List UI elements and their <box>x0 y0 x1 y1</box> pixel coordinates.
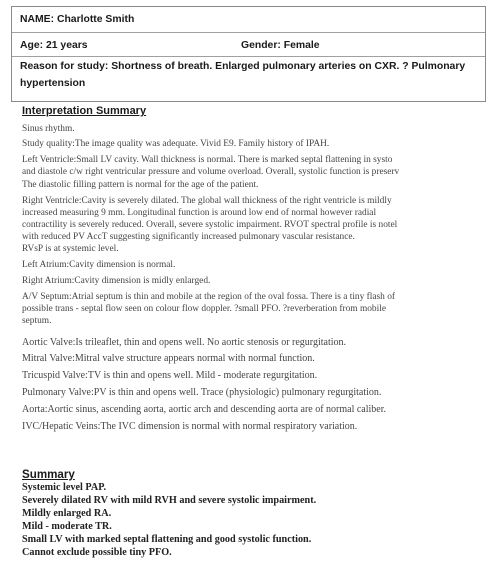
patient-age: Age: 21 years <box>20 40 88 51</box>
header-divider <box>12 56 485 57</box>
interpretation-line: Sinus rhythm. <box>22 124 75 134</box>
patient-name: NAME: Charlotte Smith <box>20 14 135 25</box>
interpretation-line: septum. <box>22 316 52 326</box>
interpretation-line: Study quality:The image quality was adequate. Vivid E9. Family history of IPAH. <box>22 139 330 149</box>
interpretation-line: Right Ventricle:Cavity is severely dilated. The global wall thickness of the right ventricle is mildly <box>22 196 392 206</box>
interpretation-line: Mitral Valve:Mitral valve structure appears normal with normal function. <box>22 353 315 364</box>
interpretation-line: A/V Septum:Atrial septum is thin and mobile at the region of the oval fossa. There is a tiny flash of <box>22 292 396 302</box>
interpretation-line: and diastole c/w right ventricular pressure and volume overload. Overall, systolic function is preserv <box>22 167 400 177</box>
interpretation-line: Left Ventricle:Small LV cavity. Wall thickness is normal. There is marked septal flattening in systo <box>22 155 393 165</box>
interpretation-line: contractility is severely reduced. Overall, severe systolic impairment. RVOT spectral profile is notel <box>22 220 398 230</box>
interpretation-line: Right Atrium:Cavity dimension is midly enlarged. <box>22 276 211 286</box>
interpretation-line: The diastolic filling pattern is normal for the age of the patient. <box>22 180 259 190</box>
reason-for-study-line1: Reason for study: Shortness of breath. Enlarged pulmonary arteries on CXR. ? Pulmonary <box>20 61 466 72</box>
interpretation-line: Tricuspid Valve:TV is thin and opens well. Mild - moderate regurgitation. <box>22 370 318 381</box>
summary-line: Systemic level PAP. <box>22 482 107 493</box>
summary-line: Severely dilated RV with mild RVH and severe systolic impairment. <box>22 495 317 506</box>
patient-header-box <box>11 6 486 102</box>
interpretation-line: IVC/Hepatic Veins:The IVC dimension is normal with normal respiratory variation. <box>22 421 358 432</box>
interpretation-line: Aorta:Aortic sinus, ascending aorta, aortic arch and descending aorta are of normal caliber. <box>22 404 387 415</box>
patient-gender: Gender: Female <box>241 40 320 51</box>
interpretation-line: increased measuring 9 mm. Longitudinal function is around low end of normal however radial <box>22 208 377 218</box>
summary-line: Small LV with marked septal flattening and good systolic function. <box>22 534 312 545</box>
interpretation-line: possible trans - septal flow seen on colour flow doppler. ?small PFO. ?reverberation from mobile <box>22 304 386 314</box>
summary-line: Mild - moderate TR. <box>22 521 112 532</box>
header-divider <box>12 32 485 33</box>
interpretation-line: Pulmonary Valve:PV is thin and opens well. Trace (physiologic) pulmonary regurgitation. <box>22 387 382 398</box>
interpretation-line: RVsP is at systemic level. <box>22 244 119 254</box>
summary-heading: Summary <box>22 468 75 481</box>
reason-for-study-line2: hypertension <box>20 78 86 89</box>
interpretation-summary-heading: Interpretation Summary <box>22 105 147 117</box>
interpretation-line: with reduced PV AccT suggesting significantly increased pulmonary vascular resistance. <box>22 232 355 242</box>
interpretation-line: Left Atrium:Cavity dimension is normal. <box>22 260 176 270</box>
interpretation-line: Aortic Valve:Is trileaflet, thin and opens well. No aortic stenosis or regurgitation. <box>22 337 346 348</box>
summary-line: Cannot exclude possible tiny PFO. <box>22 547 172 558</box>
summary-line: Mildly enlarged RA. <box>22 508 112 519</box>
